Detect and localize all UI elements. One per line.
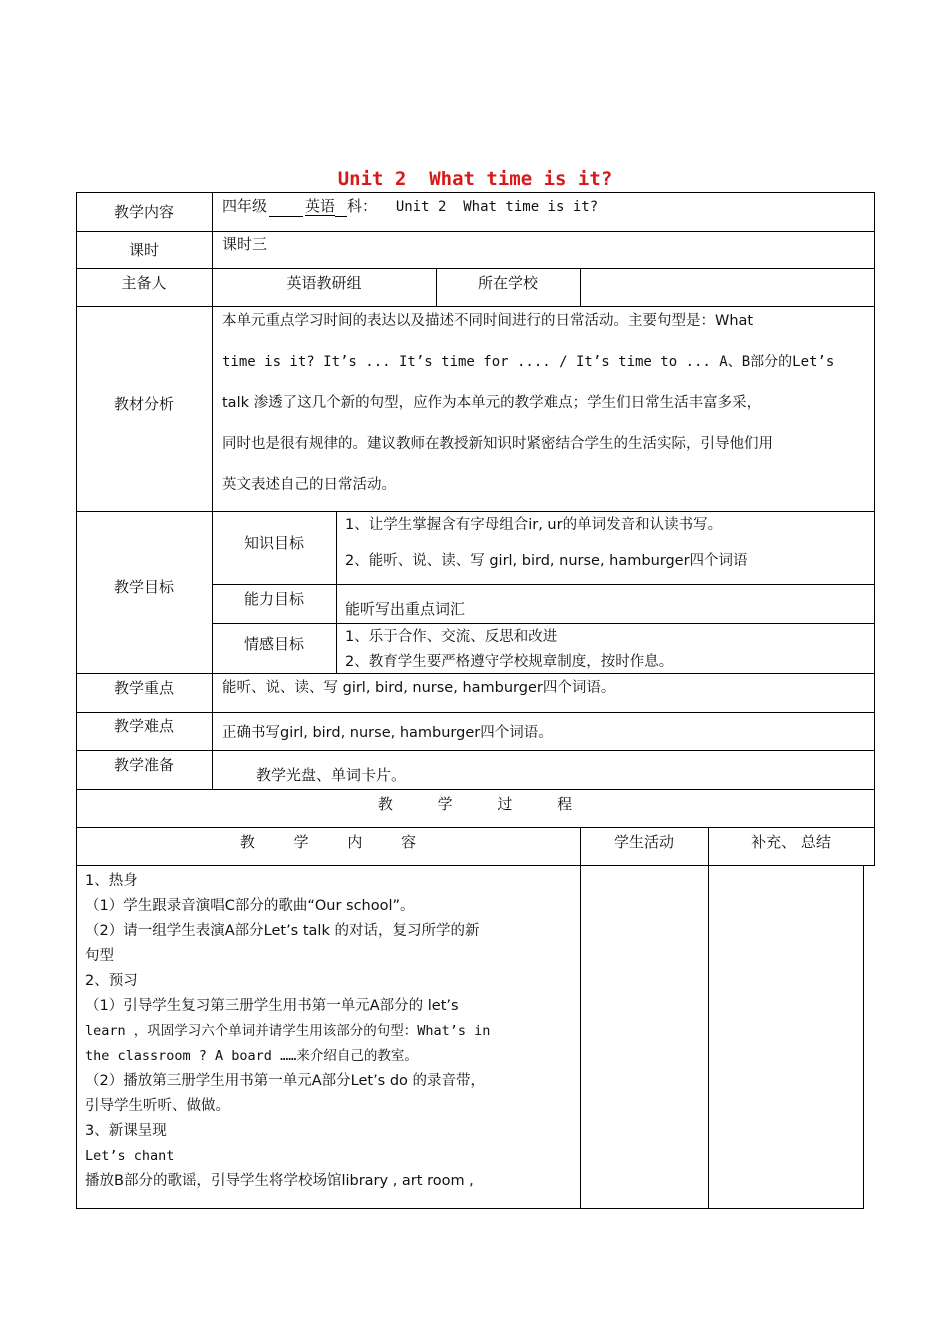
label-school: 所在学校 xyxy=(477,274,538,292)
label-difficulties: 教学难点 xyxy=(113,717,174,735)
knowledge-1: 1、让学生掌握含有字母组合ir, ur的单词发音和认读书写。 xyxy=(345,517,723,533)
process-line: 1、热身 xyxy=(85,873,138,889)
process-line: 2、预习 xyxy=(85,973,138,989)
table-border xyxy=(336,511,337,673)
emotion-1: 1、乐于合作、交流、反思和改进 xyxy=(345,629,558,645)
label-preparation: 教学准备 xyxy=(113,756,174,774)
process-line: （2）请一组学生表演A部分Let’s talk 的对话，复习所学的新 xyxy=(85,923,480,939)
col-activity-header: 学生活动 xyxy=(613,833,674,851)
analysis-line: 同时也是很有规律的。建议教师在教授新知识时紧密结合学生的生活实际，引导他们用 xyxy=(222,436,773,452)
label-period: 课时 xyxy=(128,241,159,259)
table-border xyxy=(76,827,874,828)
table-border xyxy=(76,268,874,269)
table-border xyxy=(76,1208,864,1209)
ability-value: 能听写出重点词汇 xyxy=(345,600,466,618)
label-key-points: 教学重点 xyxy=(113,679,174,697)
blank-underline xyxy=(269,201,303,217)
analysis-line: talk 渗透了这几个新的句型，应作为本单元的教学难点；学生们日常生活丰富多采， xyxy=(222,395,762,411)
table-border xyxy=(76,789,874,790)
page-title: Unit 2 What time is it? xyxy=(337,168,613,190)
process-line: the classroom ? A board ……来介绍自己的教室。 xyxy=(85,1048,418,1064)
process-line: learn ，巩固学习六个单词并请学生用该部分的句型：What’s in xyxy=(85,1023,491,1039)
difficulties-value: 正确书写girl, bird, nurse, hamburger四个词语。 xyxy=(222,725,553,741)
analysis-line: time is it? It’s ... It’s time for .... / It’s time to ... A、B部分的Let’s xyxy=(222,354,835,370)
process-line: （2）播放第三册学生用书第一单元A部分Let’s do 的录音带， xyxy=(85,1073,486,1089)
label-emotion: 情感目标 xyxy=(243,635,304,653)
preparation-value: 教学光盘、单词卡片。 xyxy=(256,766,407,784)
period-value: 课时三 xyxy=(222,235,268,253)
table-border xyxy=(580,827,581,1208)
table-border xyxy=(76,673,874,674)
process-line: 引导学生听听、做做。 xyxy=(85,1098,230,1114)
process-line: 3、新课呈现 xyxy=(85,1123,167,1139)
unit-name: Unit 2 What time is it? xyxy=(395,199,599,215)
key-points-value: 能听、说、读、写 girl, bird, nurse, hamburger四个词语。 xyxy=(222,680,616,696)
emotion-2: 2、教育学生要严格遵守学校规章制度，按时作息。 xyxy=(345,654,674,670)
label-objectives: 教学目标 xyxy=(113,578,174,596)
process-line: （1）引导学生复习第三册学生用书第一单元A部分的 let’s xyxy=(85,998,459,1014)
table-border xyxy=(76,750,874,751)
label-analysis: 教材分析 xyxy=(113,395,174,413)
preparer-value: 英语教研组 xyxy=(286,274,362,292)
label-teaching-content: 教学内容 xyxy=(113,203,174,221)
subject-suffix: 科： xyxy=(347,197,378,215)
col-content-header: 教 学 内 容 xyxy=(239,833,417,851)
table-border xyxy=(76,231,874,232)
col-summary-header: 补充、 总结 xyxy=(751,833,831,851)
table-border xyxy=(708,827,709,1208)
subject: 英语 xyxy=(305,197,336,215)
table-border xyxy=(863,865,864,1208)
table-border xyxy=(76,192,77,1208)
table-border xyxy=(212,623,874,624)
grade: 四年级 xyxy=(222,197,268,215)
analysis-line: 英文表述自己的日常活动。 xyxy=(222,477,396,493)
process-content xyxy=(85,869,577,1194)
analysis-line: 本单元重点学习时间的表达以及描述不同时间进行的日常活动。主要句型是：What xyxy=(222,313,754,329)
label-preparer: 主备人 xyxy=(121,274,167,292)
table-border xyxy=(76,712,874,713)
process-line: Let’s chant xyxy=(85,1148,175,1164)
knowledge-2: 2、能听、说、读、写 girl, bird, nurse, hamburger四个词语 xyxy=(345,553,748,569)
process-header: 教 学 过 程 xyxy=(377,795,573,813)
table-border xyxy=(212,584,874,585)
analysis-text xyxy=(222,301,868,506)
table-border xyxy=(76,511,874,512)
grade-subject xyxy=(222,196,598,217)
label-ability: 能力目标 xyxy=(243,590,304,608)
table-border xyxy=(76,192,874,193)
table-border xyxy=(76,865,874,866)
blank-underline xyxy=(335,201,347,217)
process-line: 句型 xyxy=(85,948,114,964)
process-line: （1）学生跟录音演唱C部分的歌曲“Our school”。 xyxy=(85,898,415,914)
label-knowledge: 知识目标 xyxy=(243,534,304,552)
process-line: 播放B部分的歌谣，引导学生将学校场馆library , art room , xyxy=(85,1173,474,1189)
table-border xyxy=(874,192,875,866)
